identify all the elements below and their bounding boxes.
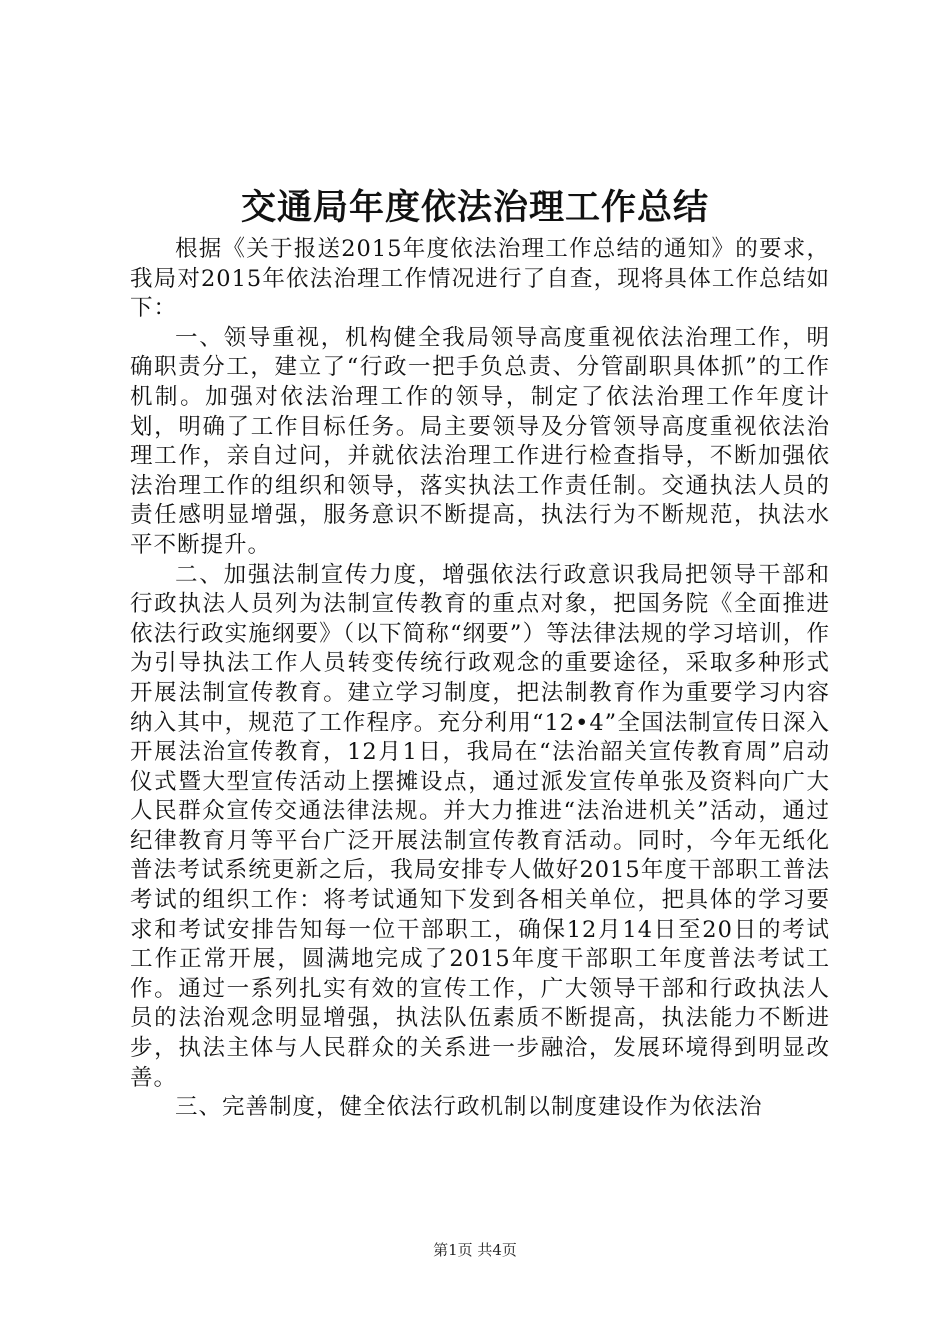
- page-number-footer: 第1页 共4页: [433, 1241, 517, 1259]
- paragraph-section-2: 二、加强法制宣传力度，增强依法行政意识我局把领导干部和行政执法人员列为法制宣传教育的重点对象，把国务院《全面推进依法行政实施纲要》（以下简称“纲要”）等法律法规的学习培训，作为引导执法工作人员转变传统行政观念的重要途径，采取多种形式开展法制宣传教育。建立学习制度，把法制教育作为重要学习内容纳入其中，规范了工作程序。充分利用“12•4”全国法制宣传日深入开展法治宣传教育，12月1日，我局在“法治韶关宣传教育周”启动仪式暨大型宣传活动上摆摊设点，通过派发宣传单张及资料向广大人民群众宣传交通法律法规。并大力推进“法治进机关”活动，通过纪律教育月等平台广泛开展法制宣传教育活动。同时，今年无纸化普法考试系统更新之后，我局安排专人做好2015年度干部职工普法考试的组织工作：将考试通知下发到各相关单位，把具体的学习要求和考试安排告知每一位干部职工，确保12月14日至20日的考试工作正常开展，圆满地完成了2015年度干部职工年度普法考试工作。通过一系列扎实有效的宣传工作，广大领导干部和行政执法人员的法治观念明显增强，执法队伍素质不断提高，执法能力不断进步，执法主体与人民群众的关系进一步融洽，发展环境得到明显改善。: [130, 561, 830, 1091]
- document-title: 交通局年度依法治理工作总结: [240, 187, 709, 228]
- document-body: [130, 235, 830, 1123]
- paragraph-section-3: 三、完善制度，健全依法行政机制以制度建设作为依法治: [175, 1094, 763, 1121]
- paragraph-intro: 根据《关于报送2015年度依法治理工作总结的通知》的要求，我局对2015年依法治理工作情况进行了自查，现将具体工作总结如下：: [130, 236, 830, 322]
- paragraph-section-1: 一、领导重视，机构健全我局领导高度重视依法治理工作，明确职责分工，建立了“行政一把手负总责、分管副职具体抓”的工作机制。加强对依法治理工作的领导，制定了依法治理工作年度计划，明确了工作目标任务。局主要领导及分管领导高度重视依法治理工作，亲自过问，并就依法治理工作进行检查指导，不断加强依法治理工作的组织和领导，落实执法工作责任制。交通执法人员的责任感明显增强，服务意识不断提高，执法行为不断规范，执法水平不断提升。: [130, 324, 830, 558]
